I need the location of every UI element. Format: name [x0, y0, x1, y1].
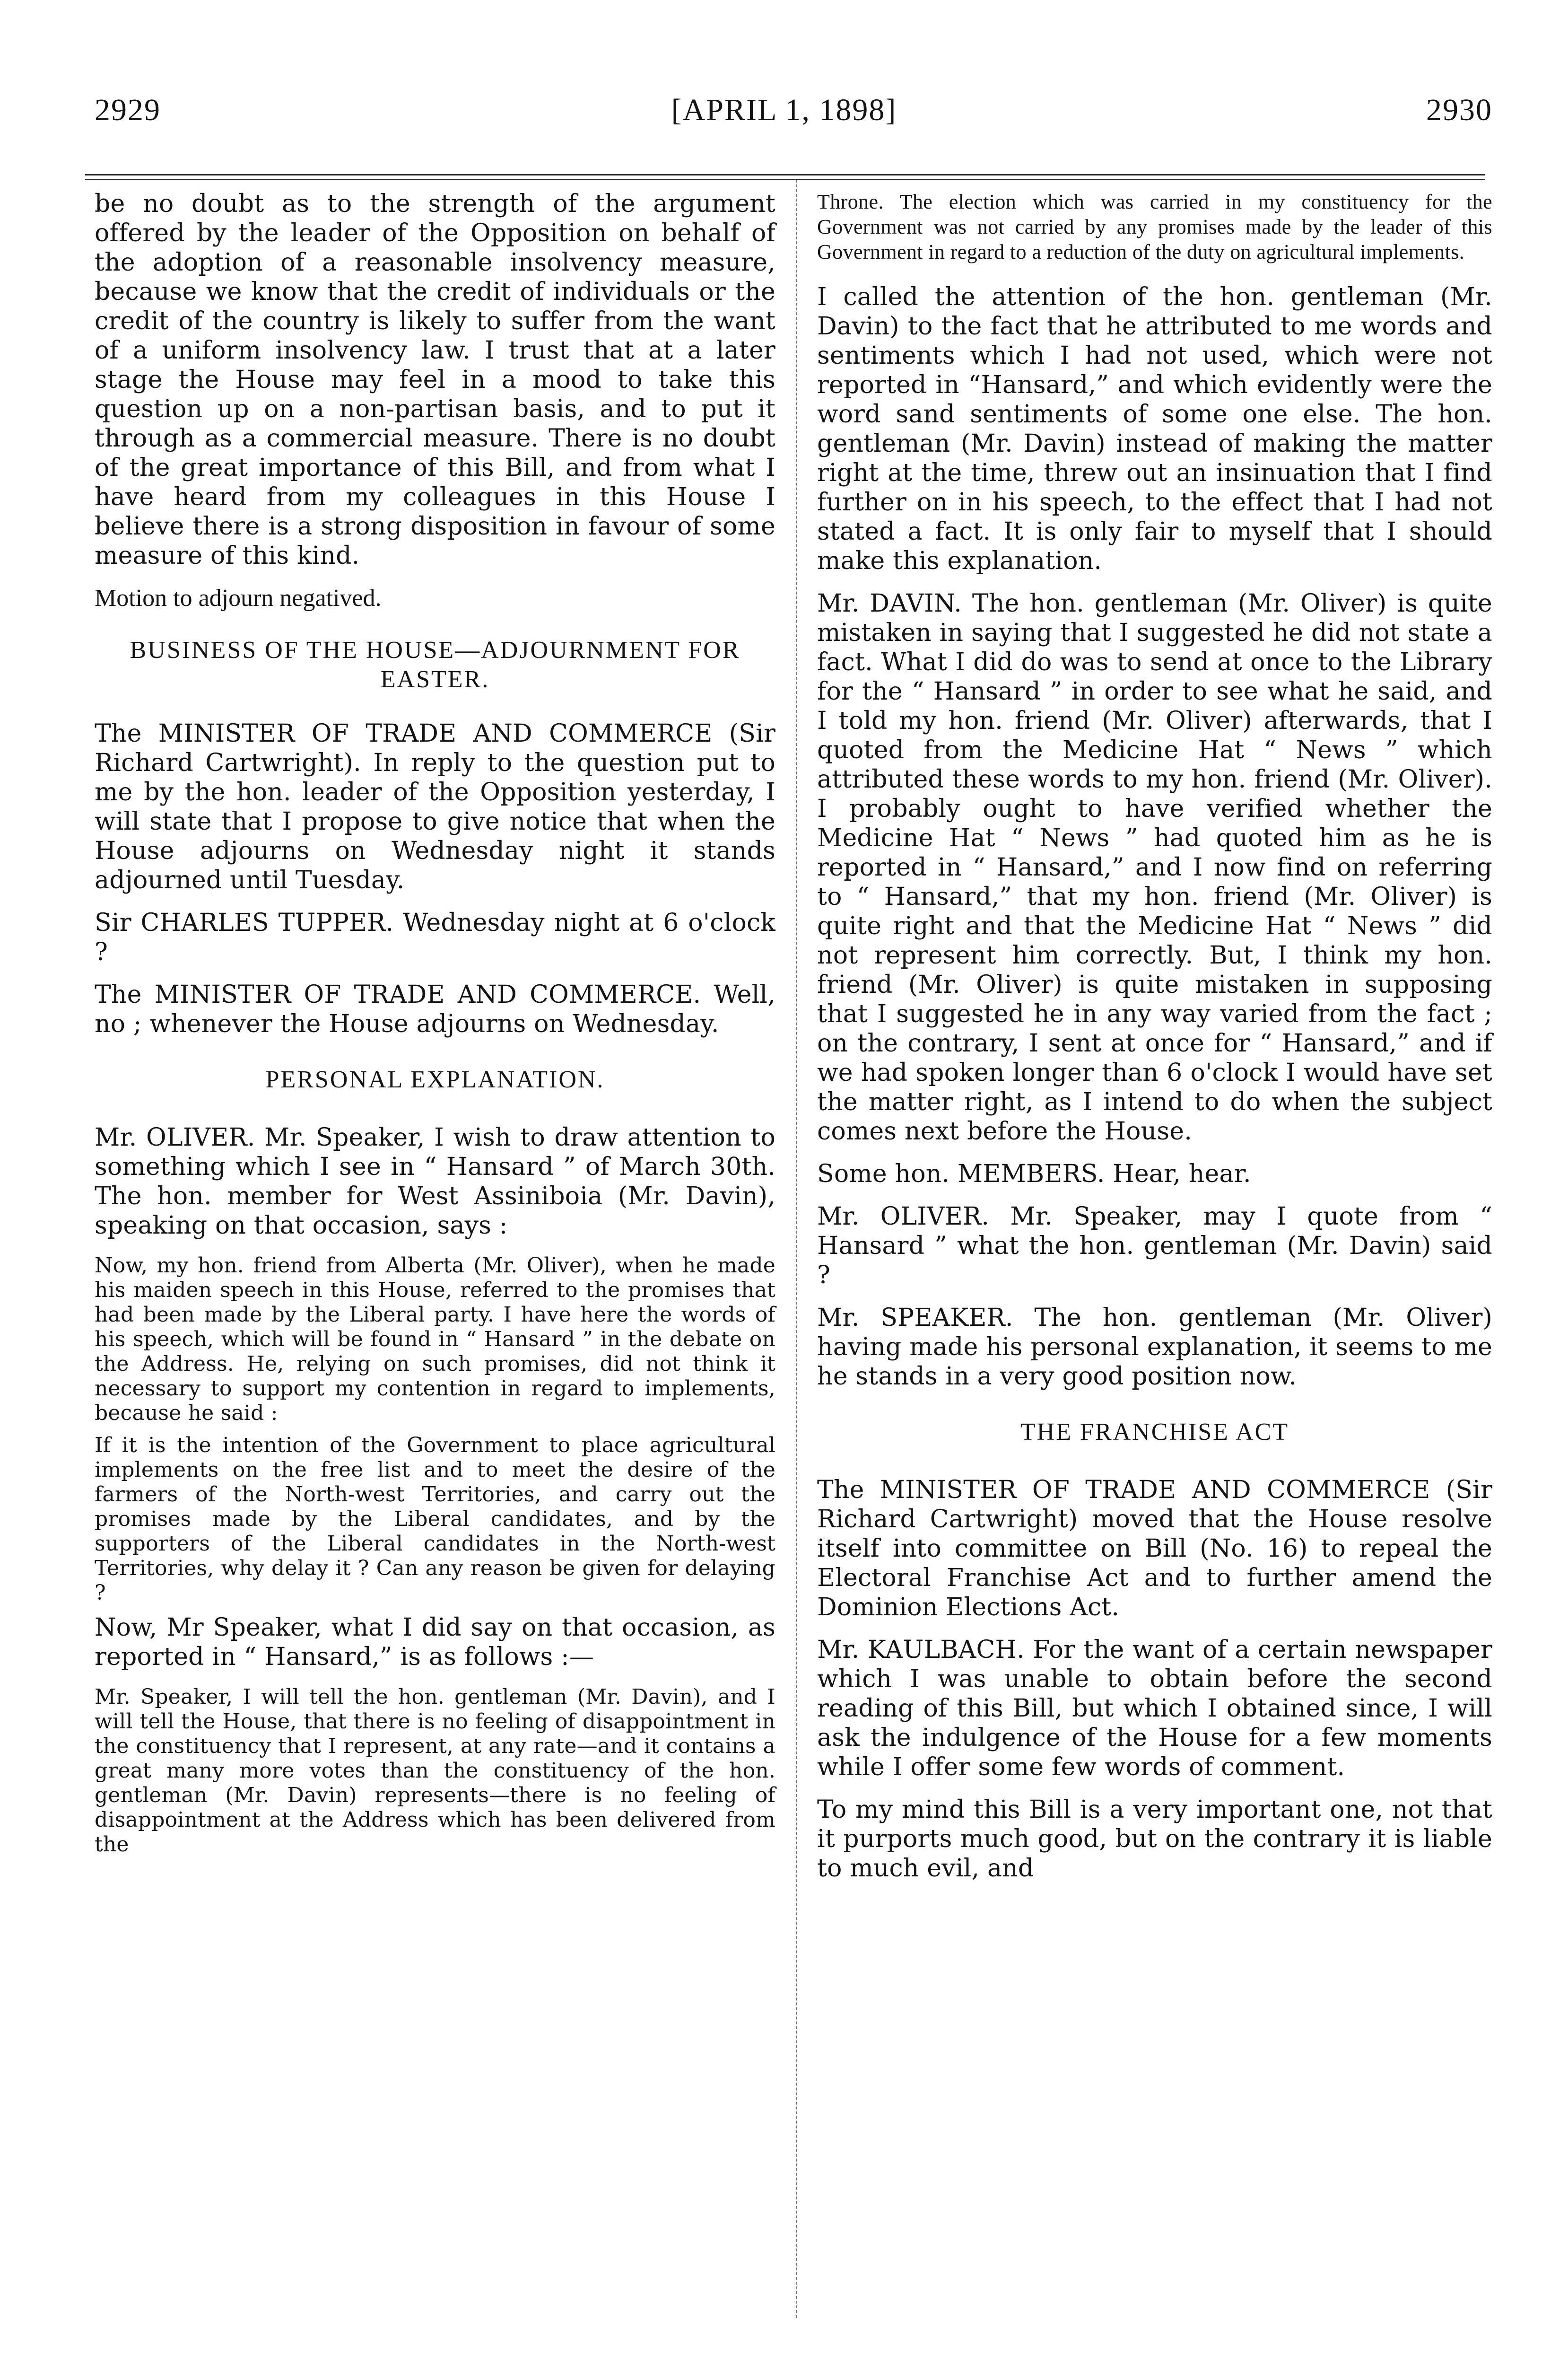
paragraph-minister-motion: The MINISTER OF TRADE AND COMMERCE (Sir Richard Cartwright) moved that the House resolve itself into committee on Bill (No. 16) to repeal the Electoral Franchise Act and to further amend the Dominion Elections Act.: [817, 1476, 1492, 1621]
section-heading-personal: PERSONAL EXPLANATION.: [265, 1066, 605, 1093]
paragraph-minister-wednesday: The MINISTER OF TRADE AND COMMERCE. Well, no ; whenever the House adjourns on Wednesday.: [95, 981, 775, 1038]
paragraph-oliver-explanation: I called the attention of the hon. gentleman (Mr. Davin) to the fact that he attributed to me words and sentiments which I had not used, which were not reported in “Hansard,” and which evidently were the word sand sentiments of some one else. The hon. gentleman (Mr. Davin) instead of making the matter right at the time, threw out an insinuation that I find further on in his speech, to the effect that I had not stated a fact. It is only fair to myself that I should make this explanation.: [817, 283, 1492, 575]
page-number-right: 2930: [1426, 93, 1492, 127]
paragraph-kaulbach: Mr. KAULBACH. For the want of a certain newspaper which I was unable to obtain before the second reading of this Bill, but which I obtained since, I will ask the indulgence of the House for a few moments while I offer some few words of comment.: [817, 1636, 1492, 1781]
column-divider: [796, 180, 797, 2318]
paragraph-insolvency: be no doubt as to the strength of the argument offered by the leader of the Opposition on behalf of the adoption of a reasonable insolvency measure, because we know that the credit of individuals or the credit of the country is likely to suffer from the want of a uniform insolvency law. I trust that at a later stage the House may feel in a mood to take this question up on a non-partisan basis, and to put it through as a commercial measure. There is no doubt of the great importance of this Bill, and from what I have heard from my colleagues in this House I believe there is a strong disposition in favour of some measure of this kind.: [95, 190, 775, 570]
paragraph-speaker: Mr. SPEAKER. The hon. gentleman (Mr. Oliver) having made his personal explanation, it seems to me he stands in a very good position now.: [817, 1304, 1492, 1391]
paragraph-oliver: Mr. OLIVER. Mr. Speaker, I wish to draw attention to something which I see in “ Hansard ” of March 30th. The hon. member for West Assiniboia (Mr. Davin), speaking on that occasion, says :: [95, 1123, 775, 1240]
paragraph-davin: Mr. DAVIN. The hon. gentleman (Mr. Oliver) is quite mistaken in saying that I suggested he did not state a fact. What I did do was to send at once to the Library for the “ Hansard ” in order to see what he said, and I told my hon. friend (Mr. Oliver) afterwards, that I quoted from the Medicine Hat “ News ” which attributed these words to my hon. friend (Mr. Oliver). I probably ought to have verified whether the Medicine Hat “ News ” had quoted him as he is reported in “ Hansard,” and I now find on referring to “ Hansard,” that my hon. friend (Mr. Oliver) is quite right and that the Medicine Hat “ News ” did not represent him correctly. But, I think my hon. friend (Mr. Oliver) is quite mistaken in supposing that I suggested he in any way varied from the fact ; on the contrary, I sent at once for “ Hansard,” and if we had spoken longer than 6 o'clock I would have set the matter right, as I intend to do when the subject comes next before the House.: [817, 589, 1492, 1146]
quotation-davin: Now, my hon. friend from Alberta (Mr. Oliver), when he made his maiden speech in this House, referred to the promises that had been made by the Liberal party. I have here the words of his speech, which will be found in “ Hansard ” in the debate on the Address. He, relying on such promises, did not think it necessary to support my contention in regard to implements, because he said :: [95, 1253, 775, 1425]
quotation-oliver-speech: If it is the intention of the Government to place agricultural implements on the free list and to meet the desire of the farmers of the North-west Territories, and carry out the promises made by the Liberal candidates, and by the supporters of the Liberal candidates in the North-west Territories, why delay it ? Can any reason be given for delaying ?: [95, 1433, 775, 1605]
header-rule: [85, 174, 1485, 175]
left-column: [95, 189, 775, 1865]
section-heading-franchise: THE FRANCHISE ACT: [1020, 1419, 1289, 1445]
paragraph-oliver-quote: Mr. OLIVER. Mr. Speaker, may I quote from “ Hansard ” what the hon. gentleman (Mr. Davin) said ?: [817, 1202, 1492, 1289]
quotation-hansard: Mr. Speaker, I will tell the hon. gentleman (Mr. Davin), and I will tell the House, that there is no feeling of disappointment in the constituency that I represent, at any rate—and it contains a great many more votes than the constituency of the hon. gentleman (Mr. Davin) represents—there is no feeling of disappointment at the Address which has been delivered from the: [95, 1685, 775, 1857]
page-header: [0, 92, 1568, 135]
paragraph-minister-reply: The MINISTER OF TRADE AND COMMERCE (Sir Richard Cartwright). In reply to the question put to me by the hon. leader of the Opposition yesterday, I will state that I propose to give notice that when the House adjourns on Wednesday night it stands adjourned until Tuesday.: [95, 719, 775, 894]
paragraph-tupper: Sir CHARLES TUPPER. Wednesday night at 6 o'clock ?: [95, 909, 775, 966]
paragraph-oliver-follows: Now, Mr Speaker, what I did say on that occasion, as reported in “ Hansard,” is as follows :—: [95, 1613, 775, 1671]
header-rule-second: [85, 179, 1485, 180]
paragraph-members: Some hon. MEMBERS. Hear, hear.: [817, 1160, 1251, 1188]
page-number-left: 2929: [95, 93, 161, 127]
quotation-continued: Throne. The election which was carried in my constituency for the Government was not carried by any promises made by the leader of this Government in regard to a reduction of the duty on agricultural implements.: [817, 190, 1492, 263]
page-date: [APRIL 1, 1898]: [671, 93, 897, 127]
motion-line: Motion to adjourn negatived.: [95, 585, 382, 612]
paragraph-kaulbach-continued: To my mind this Bill is a very important one, not that it purports much good, but on the contrary it is liable to much evil, and: [817, 1796, 1492, 1883]
right-column: [817, 189, 1492, 1896]
section-heading-business: BUSINESS OF THE HOUSE—ADJOURNMENT FOR EASTER.: [130, 637, 740, 693]
